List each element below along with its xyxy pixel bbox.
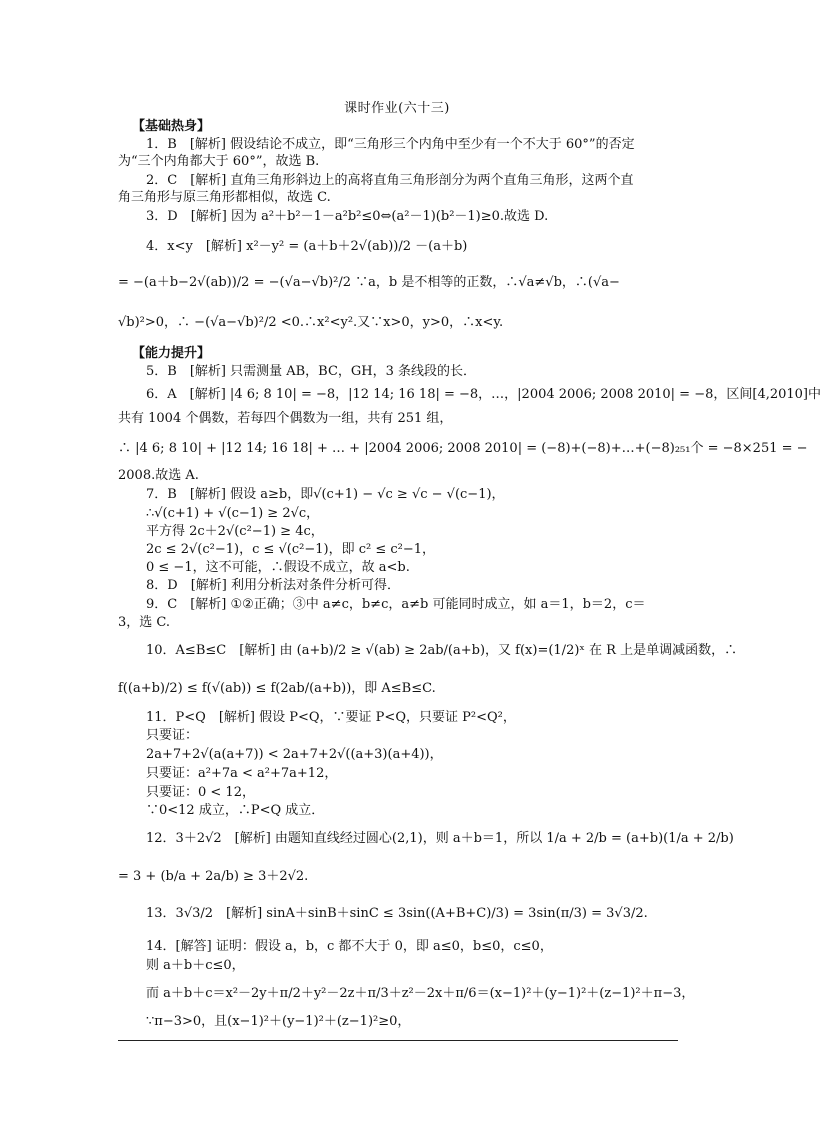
section-heading-basic: 【基础热身】 — [132, 119, 211, 134]
answer-line: 2．C [解析] 直角三角形斜边上的高将直角三角形剖分为两个直角三角形，这两个直 — [146, 173, 634, 188]
answer-line: 只要证：a²+7a < a²+7a+12， — [146, 766, 338, 781]
footer-divider — [118, 1040, 678, 1041]
answer-line: 8．D [解析] 利用分析法对条件分析可得． — [146, 578, 400, 593]
answer-line: = 3 + (b/a + 2a/b) ≥ 3＋2√2. — [118, 869, 309, 884]
answer-line: 只要证： — [146, 728, 199, 743]
answer-line: 则 a＋b＋c≤0， — [146, 958, 245, 973]
answer-line: 角三角形与原三角形都相似，故选 C. — [118, 190, 331, 205]
answer-line: 2a+7+2√(a(a+7)) < 2a+7+2√((a+3)(a+4))， — [146, 747, 443, 762]
answer-line: = −(a＋b−2√(ab))/2 = −(√a−√b)²/2 ∵a，b 是不相等的正数，∴√a≠√b，∴(√a− — [118, 275, 620, 290]
answer-line: 9．C [解析] ①②正确；③中 a≠c，b≠c，a≠b 可能同时成立，如 a＝1，b＝2，c＝ — [146, 597, 646, 612]
answer-line: 10．A≤B≤C [解析] 由 (a+b)/2 ≥ √(ab) ≥ 2ab/(a+b)，又 f(x)=(1/2)ˣ 在 R 上是单调减函数，∴ — [146, 643, 738, 658]
answer-line: 7．B [解析] 假设 a≥b，即√(c+1) − √c ≥ √c − √(c−1)， — [146, 487, 505, 502]
answer-line: 5．B [解析] 只需测量 AB，BC，GH，3 条线段的长． — [146, 364, 477, 379]
answer-line: 12．3＋2√2 [解析] 由题知直线经过圆心(2,1)，则 a＋b＝1，所以 1/a + 2/b = (a+b)(1/a + 2/b) — [146, 831, 734, 846]
answer-line: 0 ≤ −1，这不可能，∴假设不成立，故 a<b. — [146, 560, 410, 575]
page-title: 课时作业(六十三) — [344, 101, 450, 116]
answer-line: 3．D [解析] 因为 a²＋b²－1－a²b²≤0⇔(a²－1)(b²－1)≥0.故选 D. — [146, 209, 549, 224]
answer-line: ∴ |4 6; 8 10| + |12 14; 16 18| + … + |2004 2006; 2008 2010| = (−8)+(−8)+…+(−8)₂₅₁个 = −8×251 = − — [118, 441, 808, 456]
answer-line: f((a+b)/2) ≤ f(√(ab)) ≤ f(2ab/(a+b))，即 A≤B≤C. — [118, 681, 436, 696]
answer-line: √b)²>0，∴ −(√a−√b)²/2 <0.∴x²<y².又∵x>0，y>0，∴x<y. — [118, 315, 504, 330]
answer-line: 2008.故选 A. — [118, 468, 199, 483]
answer-line: 而 a＋b＋c＝x²－2y＋π/2＋y²－2z＋π/3＋z²－2x＋π/6＝(x−1)²＋(y−1)²＋(z−1)²＋π−3， — [146, 986, 695, 1001]
answer-line: 平方得 2c＋2√(c²−1) ≥ 4c， — [146, 524, 324, 539]
answer-line: 共有 1004 个偶数，若每四个偶数为一组，共有 251 组， — [118, 411, 453, 426]
answer-line: ∵0<12 成立，∴P<Q 成立． — [146, 803, 325, 818]
answer-line: 14．[解答] 证明：假设 a，b，c 都不大于 0，即 a≤0，b≤0，c≤0， — [146, 939, 553, 954]
answer-line: 为“三个内角都大于 60°”，故选 B. — [118, 154, 320, 169]
answer-line: 4．x<y [解析] x²－y² = (a＋b＋2√(ab))/2 －(a＋b) — [146, 239, 468, 254]
answer-line: 1．B [解析] 假设结论不成立，即“三角形三个内角中至少有一个不大于 60°”的否定 — [146, 137, 635, 152]
answer-line: 13．3√3/2 [解析] sinA＋sinB＋sinC ≤ 3sin((A+B+C)/3) = 3sin(π/3) = 3√3/2. — [146, 906, 648, 921]
answer-line: 6．A [解析] |4 6; 8 10| = −8，|12 14; 16 18| = −8，…，|2004 2006; 2008 2010| = −8，区间[4,2010]中 — [146, 387, 821, 402]
answer-line: 11．P<Q [解析] 假设 P<Q，∵要证 P<Q，只要证 P²<Q²， — [146, 710, 516, 725]
answer-line: 只要证：0 < 12， — [146, 785, 255, 800]
answer-line: ∵π−3>0，且(x−1)²＋(y−1)²＋(z−1)²≥0， — [146, 1014, 411, 1029]
answer-line: 3，选 C. — [118, 615, 171, 630]
answer-line: ∴√(c+1) + √(c−1) ≥ 2√c， — [146, 506, 320, 521]
answer-line: 2c ≤ 2√(c²−1)，c ≤ √(c²−1)，即 c² ≤ c²−1， — [146, 542, 436, 557]
section-heading-advanced: 【能力提升】 — [132, 346, 211, 361]
